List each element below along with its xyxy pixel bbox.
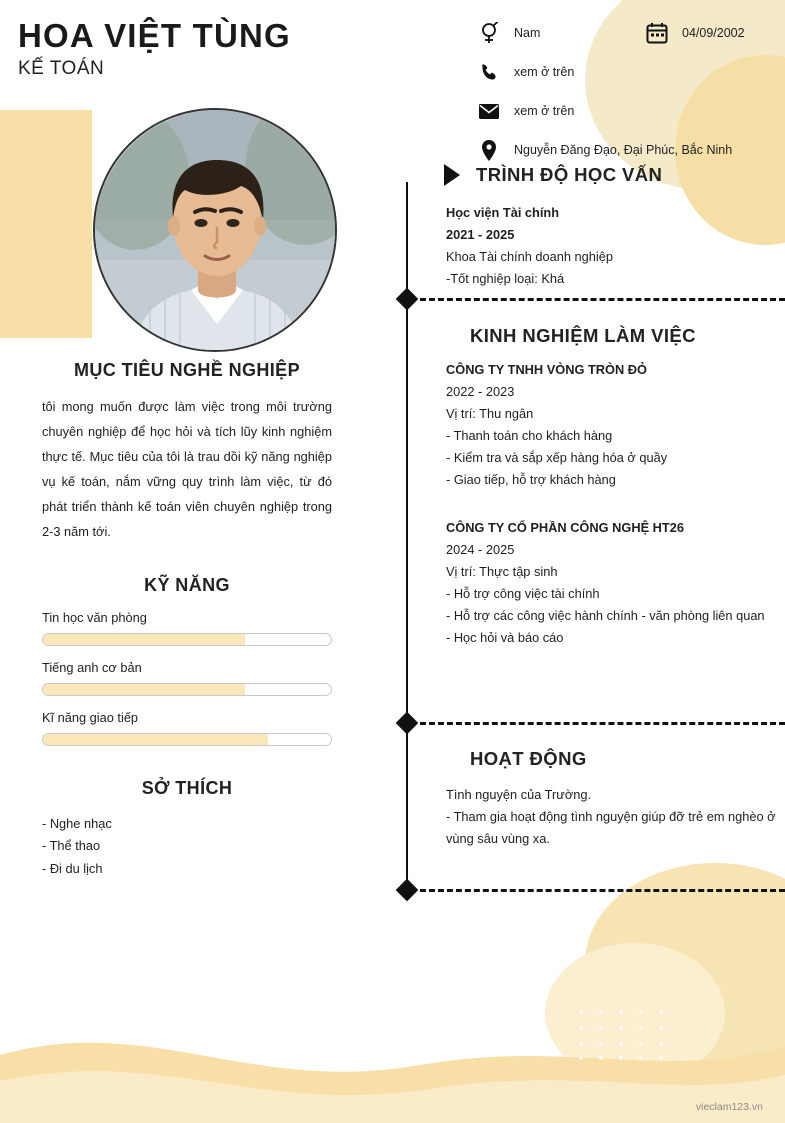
activities-section: [446, 748, 776, 850]
job-duty: - Học hỏi và báo cáo: [446, 630, 564, 645]
skill-bar: [42, 733, 332, 746]
contact-email: [476, 98, 776, 124]
decor-dots: [575, 1006, 665, 1061]
job-duty: - Kiểm tra và sắp xếp hàng hóa ở quầy: [446, 450, 668, 465]
job-company: CÔNG TY TNHH VÒNG TRÒN ĐỎ: [446, 362, 647, 377]
mail-icon: [476, 98, 502, 124]
hobby-item: - Nghe nhạc: [42, 815, 112, 831]
timeline-dashed-divider: [420, 722, 785, 725]
hobbies-title: SỞ THÍCH: [141, 777, 233, 798]
skill-label: Tin học văn phòng: [42, 609, 147, 625]
calendar-icon: [644, 20, 670, 46]
education-major: Khoa Tài chính doanh nghiệp: [446, 249, 613, 264]
job-position: Vị trí: Thực tập sinh: [446, 564, 558, 579]
experience-title: KINH NGHIỆM LÀM VIỆC: [470, 325, 696, 346]
objective-title: MỤC TIÊU NGHỀ NGHIỆP: [73, 360, 300, 380]
footer-url: vieclam123.vn: [695, 1101, 763, 1113]
job-period: 2024 - 2025: [446, 542, 515, 557]
timeline-node: [396, 288, 419, 311]
avatar-image: [95, 110, 337, 352]
education-school: Học viện Tài chính: [446, 205, 560, 220]
candidate-job-title: KẾ TOÁN: [18, 58, 105, 80]
job-duty: - Hỗ trợ công việc tài chính: [446, 586, 600, 601]
skill-label: Tiếng anh cơ bản: [42, 659, 142, 675]
skill-bar: [42, 683, 332, 696]
job-period: 2022 - 2023: [446, 384, 515, 399]
job-duty: - Hỗ trợ các công việc hành chính - văn phòng liên quan: [446, 608, 765, 623]
gender-icon: [476, 20, 502, 46]
experience-job: [446, 517, 776, 649]
timeline-node: [396, 879, 419, 902]
experience-section: [446, 325, 776, 649]
contact-birthday: [644, 20, 745, 46]
decor-wave: [0, 1003, 785, 1123]
job-duty: - Giao tiếp, hỗ trợ khách hàng: [446, 472, 616, 487]
contact-birthday-value: 04/09/2002: [682, 26, 745, 40]
left-column: [42, 360, 332, 880]
education-title: TRÌNH ĐỘ HỌC VẤN: [476, 164, 663, 185]
contact-block: [476, 20, 776, 176]
skill-bar: [42, 633, 332, 646]
contact-phone: [476, 59, 776, 85]
timeline-node: [396, 712, 419, 735]
contact-gender-value: Nam: [514, 26, 541, 40]
avatar: [93, 108, 337, 352]
hobby-item: - Thể thao: [42, 838, 101, 854]
contact-address: [476, 137, 776, 163]
job-company: CÔNG TY CỔ PHẦN CÔNG NGHỆ HT26: [446, 520, 684, 535]
decor-rect-left: [0, 110, 92, 338]
skill-item: [42, 660, 332, 696]
objective-text: tôi mong muốn được làm việc trong môi trường chuyên nghiệp để học hỏi và tích lũy kinh nghiệm thực tế. Mục tiêu của tôi là trau dồi kỹ năng nghiệp vụ kế toán, nắm vững quy trình làm việc, từ đó phát triển thành kế toán viên chuyên nghiệp trong 2-3 năm tới.: [42, 399, 332, 539]
resume-header: [18, 18, 458, 80]
timeline-dashed-divider: [420, 298, 785, 301]
skill-item: [42, 710, 332, 746]
phone-icon: [476, 59, 502, 85]
contact-phone-value: xem ở trên: [514, 65, 575, 79]
timeline-dashed-divider: [420, 889, 785, 892]
experience-job: [446, 359, 776, 491]
education-note: -Tốt nghiệp loại: Khá: [446, 271, 565, 286]
education-period: 2021 - 2025: [446, 227, 515, 242]
activity-line: Tình nguyện của Trường.: [446, 787, 592, 802]
skills-title: KỸ NĂNG: [144, 574, 230, 595]
job-position: Vị trí: Thu ngân: [446, 406, 534, 421]
hobby-item: - Đi du lịch: [42, 860, 103, 876]
skill-item: [42, 610, 332, 646]
activity-line: - Tham gia hoạt động tình nguyện giúp đỡ trẻ em nghèo ở vùng sâu vùng xa.: [446, 809, 776, 846]
activities-title: HOẠT ĐỘNG: [470, 748, 587, 769]
contact-email-value: xem ở trên: [514, 104, 575, 118]
education-section: [446, 164, 776, 290]
job-duty: - Thanh toán cho khách hàng: [446, 428, 613, 443]
candidate-name: HOA VIỆT TÙNG: [18, 17, 291, 54]
contact-address-value: Nguyễn Đăng Đạo, Đại Phúc, Bắc Ninh: [514, 143, 733, 157]
skill-label: Kĩ năng giao tiếp: [42, 709, 139, 725]
contact-gender: [476, 20, 624, 46]
location-icon: [476, 137, 502, 163]
